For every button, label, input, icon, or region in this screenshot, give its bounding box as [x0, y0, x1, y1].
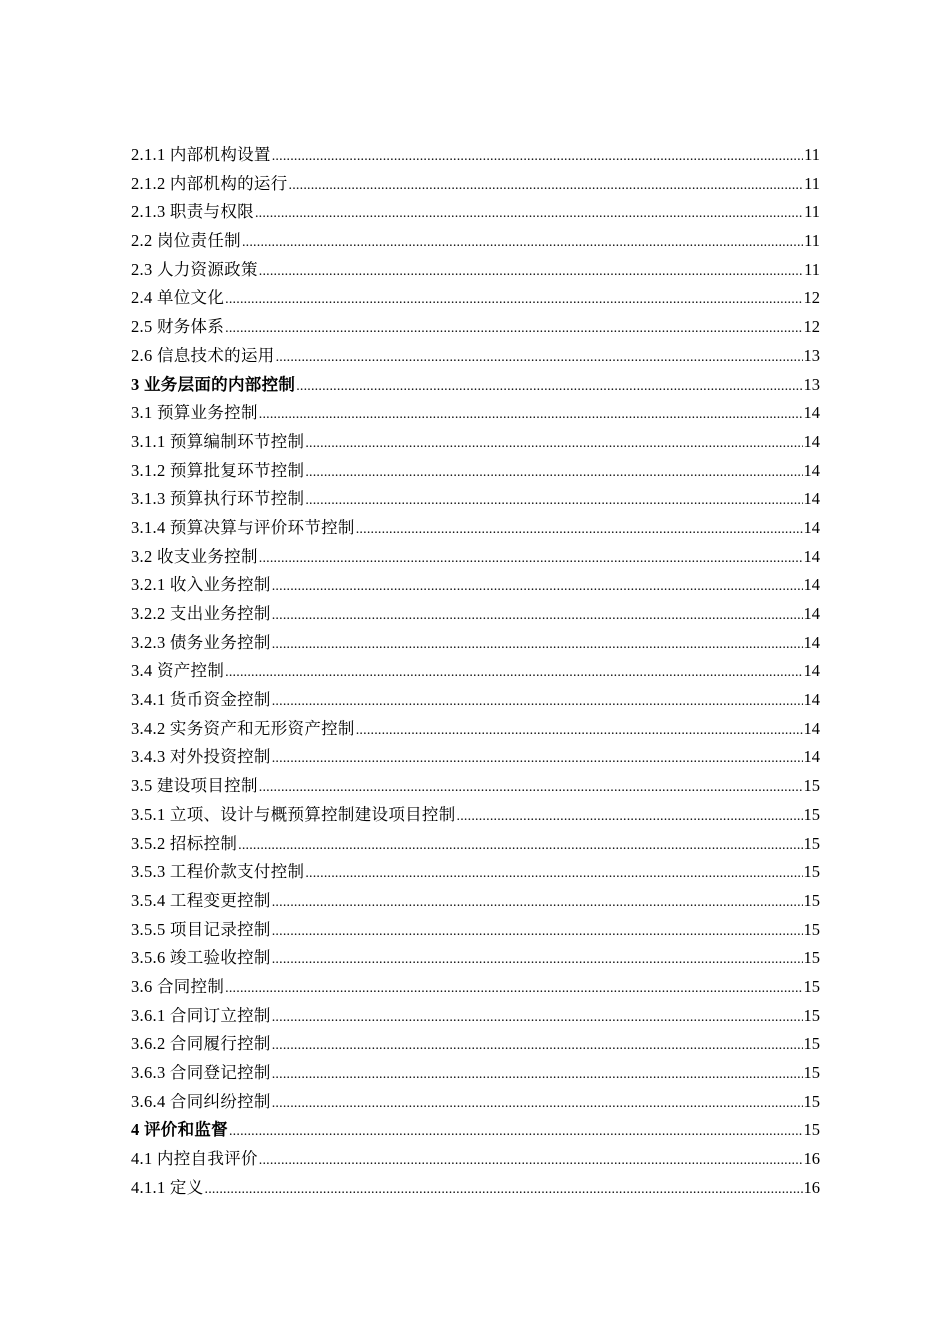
toc-entry-title: 3.1 预算业务控制 — [131, 403, 258, 423]
toc-entry-page-number: 11 — [804, 259, 820, 279]
toc-dot-leader — [272, 889, 803, 918]
toc-entry-page-number: 15 — [803, 804, 820, 824]
toc-entry-title: 3.6.2 合同履行控制 — [131, 1034, 271, 1054]
toc-entry-title: 2.5 财务体系 — [131, 317, 225, 337]
toc-entry[interactable] — [131, 801, 820, 830]
toc-dot-leader — [229, 1118, 803, 1147]
toc-dot-leader — [259, 401, 803, 430]
toc-entry[interactable] — [131, 313, 820, 342]
toc-entry-page-number: 15 — [803, 948, 820, 968]
toc-entry-page-number: 13 — [803, 345, 820, 365]
toc-entry[interactable] — [131, 198, 820, 227]
toc-entry[interactable] — [131, 1030, 820, 1059]
toc-dot-leader — [289, 172, 804, 201]
toc-entry-title: 3.2.3 债务业务控制 — [131, 632, 271, 652]
toc-entry-page-number: 14 — [803, 718, 820, 738]
toc-entry-title: 3.5.3 工程价款支付控制 — [131, 862, 305, 882]
toc-dot-leader — [272, 1090, 803, 1119]
toc-dot-leader — [356, 516, 803, 545]
toc-dot-leader — [272, 1032, 803, 1061]
toc-dot-leader — [272, 573, 803, 602]
toc-dot-leader — [272, 1061, 803, 1090]
toc-entry-title: 2.1.1 内部机构设置 — [131, 145, 271, 164]
toc-entry-title: 2.4 单位文化 — [131, 288, 225, 308]
toc-entry-title: 3.1.1 预算编制环节控制 — [131, 431, 305, 451]
toc-entry[interactable] — [131, 284, 820, 313]
toc-entry-title: 3.5 建设项目控制 — [131, 776, 258, 796]
toc-entry[interactable] — [131, 629, 820, 658]
toc-entry[interactable] — [131, 428, 820, 457]
toc-dot-leader — [225, 315, 802, 344]
toc-entry-title: 2.6 信息技术的运用 — [131, 345, 275, 365]
toc-entry-page-number: 16 — [803, 1149, 820, 1169]
toc-entry[interactable] — [131, 1059, 820, 1088]
toc-entry-page-number: 15 — [803, 776, 820, 796]
toc-entry-page-number: 14 — [803, 575, 820, 595]
toc-entry-page-number: 11 — [804, 145, 820, 164]
toc-entry[interactable] — [131, 1145, 820, 1174]
toc-dot-leader — [305, 459, 802, 488]
toc-entry-title: 3.4.2 实务资产和无形资产控制 — [131, 718, 355, 738]
toc-entry-title: 4.1 内控自我评价 — [131, 1149, 258, 1169]
toc-entry-title: 3.1.3 预算执行环节控制 — [131, 489, 305, 509]
toc-entry[interactable] — [131, 227, 820, 256]
toc-entry-title: 3.4.1 货币资金控制 — [131, 690, 271, 710]
toc-dot-leader — [238, 832, 802, 861]
toc-entry-page-number: 14 — [803, 517, 820, 537]
toc-entry-page-number: 15 — [803, 919, 820, 939]
toc-entry-page-number: 11 — [804, 173, 820, 193]
toc-entry[interactable] — [131, 830, 820, 859]
toc-dot-leader — [255, 200, 803, 229]
toc-entry-page-number: 15 — [803, 1034, 820, 1054]
toc-dot-leader — [242, 229, 803, 258]
toc-dot-leader — [259, 774, 803, 803]
toc-dot-leader — [305, 860, 802, 889]
toc-entry-page-number: 14 — [803, 747, 820, 767]
toc-entry[interactable] — [131, 543, 820, 572]
toc-entry[interactable] — [131, 887, 820, 916]
toc-entry-page-number: 12 — [803, 317, 820, 337]
toc-entry-title: 3.6.4 合同纠纷控制 — [131, 1091, 271, 1111]
toc-entry[interactable] — [131, 342, 820, 371]
toc-dot-leader — [272, 631, 803, 660]
toc-entry-title: 3.6 合同控制 — [131, 976, 225, 996]
toc-entry-title: 3.4 资产控制 — [131, 661, 225, 681]
toc-entry-page-number: 14 — [803, 690, 820, 710]
toc-entry[interactable] — [131, 944, 820, 973]
toc-entry-title: 3.1.2 预算批复环节控制 — [131, 460, 305, 480]
toc-entry-title: 2.2 岗位责任制 — [131, 231, 241, 251]
toc-entry-page-number: 15 — [803, 1063, 820, 1082]
toc-entry[interactable] — [131, 141, 820, 170]
toc-entry-page-number: 11 — [804, 231, 820, 251]
toc-dot-leader — [296, 373, 802, 402]
toc-entry[interactable] — [131, 715, 820, 744]
toc-entry-title: 3.5.5 项目记录控制 — [131, 919, 271, 939]
toc-entry-title: 3.4.3 对外投资控制 — [131, 747, 271, 767]
table-of-contents — [131, 141, 820, 1202]
toc-entry[interactable] — [131, 772, 820, 801]
toc-entry[interactable] — [131, 571, 820, 600]
toc-entry-page-number: 14 — [803, 460, 820, 480]
toc-dot-leader — [272, 946, 803, 975]
toc-entry-title: 3.2 收支业务控制 — [131, 546, 258, 566]
toc-entry[interactable] — [131, 600, 820, 629]
toc-dot-leader — [305, 487, 802, 516]
toc-entry-title: 3.1.4 预算决算与评价环节控制 — [131, 517, 355, 537]
toc-dot-leader — [259, 545, 803, 574]
toc-entry[interactable] — [131, 743, 820, 772]
toc-dot-leader — [272, 143, 803, 172]
toc-dot-leader — [272, 1004, 803, 1033]
toc-dot-leader — [225, 975, 802, 1004]
toc-entry-page-number: 15 — [803, 862, 820, 882]
toc-entry-title: 3.5.4 工程变更控制 — [131, 890, 271, 910]
toc-dot-leader — [205, 1176, 803, 1205]
toc-entry-page-number: 15 — [803, 1005, 820, 1025]
toc-entry[interactable] — [131, 514, 820, 543]
toc-entry-title: 3.5.6 竣工验收控制 — [131, 948, 271, 968]
toc-entry[interactable] — [131, 371, 820, 400]
toc-entry-page-number: 14 — [803, 632, 820, 652]
toc-entry[interactable] — [131, 973, 820, 1002]
toc-dot-leader — [276, 344, 803, 373]
toc-entry-title: 4.1.1 定义 — [131, 1177, 204, 1197]
toc-dot-leader — [272, 918, 803, 947]
toc-entry-page-number: 14 — [803, 661, 820, 681]
toc-entry-title: 2.1.2 内部机构的运行 — [131, 173, 288, 193]
toc-entry-page-number: 15 — [803, 890, 820, 910]
toc-entry-title: 3.6.3 合同登记控制 — [131, 1063, 271, 1082]
toc-entry-page-number: 16 — [803, 1177, 820, 1197]
toc-entry-page-number: 13 — [803, 374, 820, 394]
toc-entry-page-number: 14 — [803, 403, 820, 423]
toc-entry-page-number: 15 — [803, 1120, 820, 1140]
toc-entry[interactable] — [131, 457, 820, 486]
toc-dot-leader — [259, 1147, 803, 1176]
toc-dot-leader — [225, 659, 802, 688]
toc-entry-title: 2.3 人力资源政策 — [131, 259, 258, 279]
toc-entry-title: 3.5.2 招标控制 — [131, 833, 238, 853]
toc-entry[interactable] — [131, 1116, 820, 1145]
toc-dot-leader — [272, 602, 803, 631]
toc-entry[interactable] — [131, 485, 820, 514]
toc-entry[interactable] — [131, 858, 820, 887]
toc-entry[interactable] — [131, 916, 820, 945]
toc-entry-page-number: 11 — [804, 202, 820, 222]
toc-entry-title: 4 评价和监督 — [131, 1120, 228, 1140]
toc-entry[interactable] — [131, 170, 820, 199]
toc-entry[interactable] — [131, 1174, 820, 1203]
toc-entry-page-number: 15 — [803, 833, 820, 853]
toc-entry-page-number: 15 — [803, 976, 820, 996]
toc-entry-title: 3.6.1 合同订立控制 — [131, 1005, 271, 1025]
toc-entry[interactable] — [131, 256, 820, 285]
toc-entry[interactable] — [131, 1002, 820, 1031]
toc-entry-title: 3.2.2 支出业务控制 — [131, 604, 271, 623]
toc-dot-leader — [272, 745, 803, 774]
toc-dot-leader — [225, 286, 802, 315]
toc-dot-leader — [259, 258, 803, 287]
toc-entry-page-number: 14 — [803, 489, 820, 509]
toc-dot-leader — [356, 717, 803, 746]
toc-entry-title: 3 业务层面的内部控制 — [131, 374, 296, 394]
toc-entry-page-number: 12 — [803, 288, 820, 308]
toc-entry-page-number: 15 — [803, 1091, 820, 1111]
toc-entry[interactable] — [131, 1088, 820, 1117]
toc-entry[interactable] — [131, 657, 820, 686]
toc-dot-leader — [272, 688, 803, 717]
toc-dot-leader — [457, 803, 803, 832]
toc-dot-leader — [305, 430, 802, 459]
toc-entry-page-number: 14 — [803, 431, 820, 451]
toc-entry-title: 3.5.1 立项、设计与概预算控制建设项目控制 — [131, 804, 456, 824]
toc-entry-title: 2.1.3 职责与权限 — [131, 202, 254, 222]
toc-entry-page-number: 14 — [803, 546, 820, 566]
toc-entry[interactable] — [131, 686, 820, 715]
toc-entry[interactable] — [131, 399, 820, 428]
toc-entry-page-number: 14 — [803, 604, 820, 623]
toc-entry-title: 3.2.1 收入业务控制 — [131, 575, 271, 595]
